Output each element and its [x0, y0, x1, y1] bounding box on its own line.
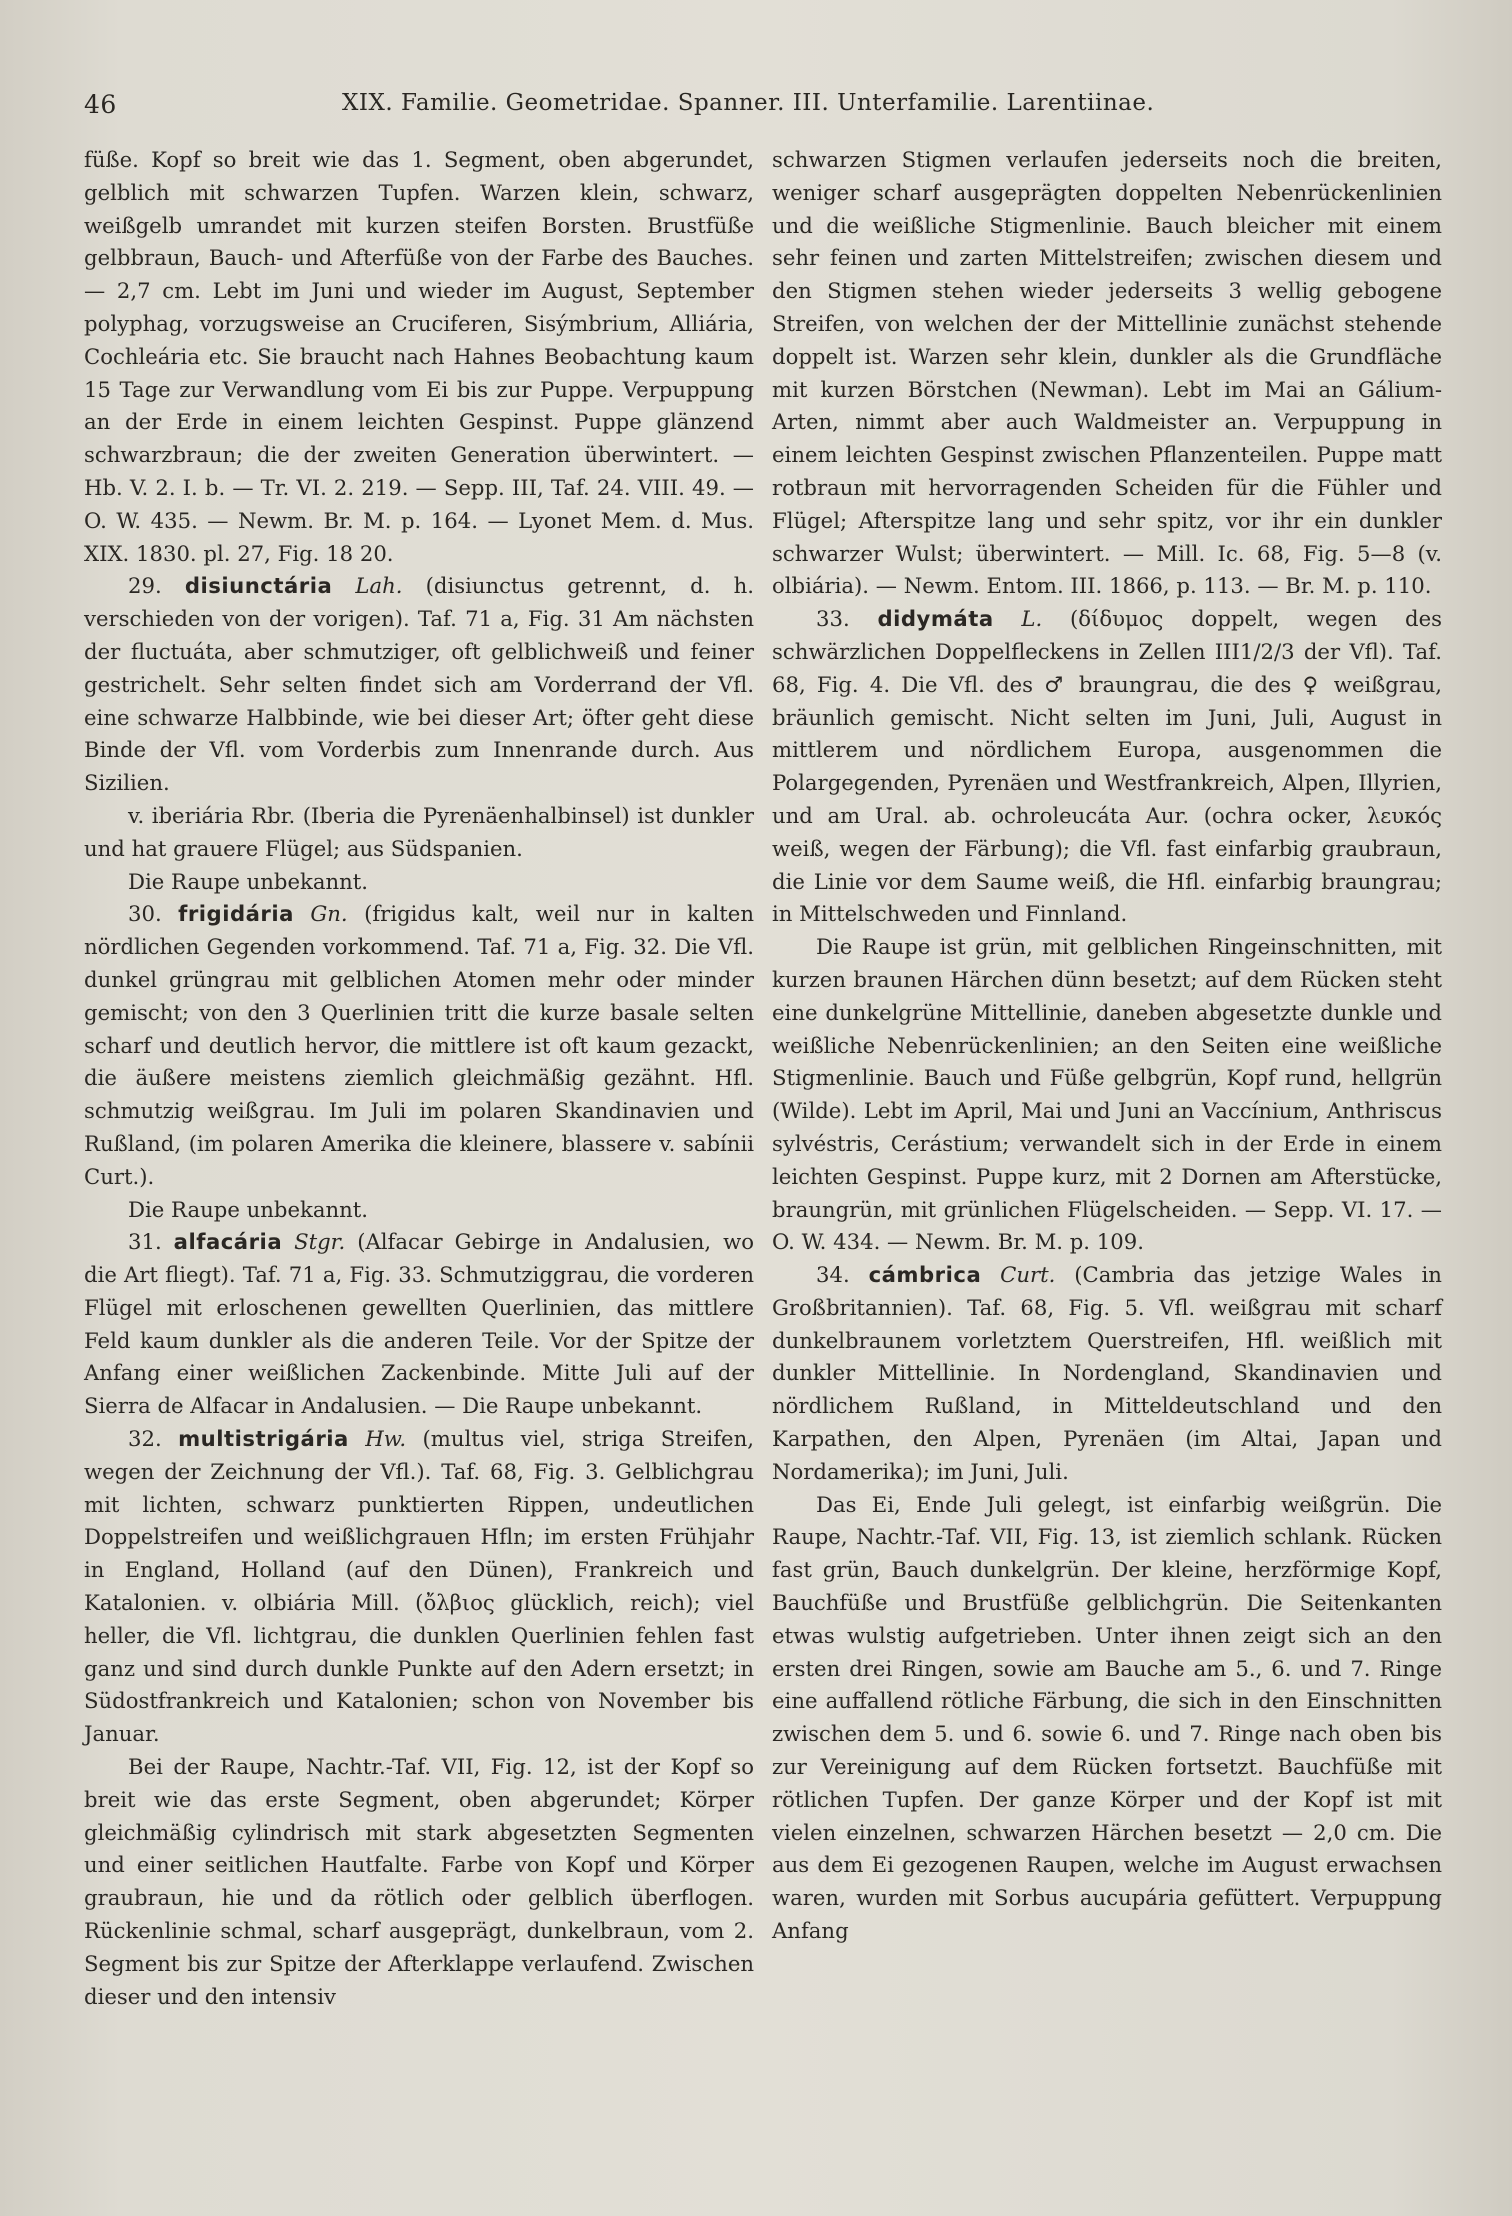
species-name: alfacária [173, 1229, 283, 1255]
species-entry-33 [772, 603, 1442, 931]
author-name: Curt. [1000, 1262, 1056, 1288]
author-name: L. [1021, 606, 1043, 632]
paragraph: Die Raupe unbekannt. [128, 1196, 368, 1222]
page-header [84, 84, 1184, 124]
species-name: didymáta [877, 606, 994, 632]
species-name: multistrigária [178, 1426, 349, 1452]
species-name: cámbrica [868, 1262, 982, 1288]
paragraph: Das Ei, Ende Juli gelegt, ist einfarbig weißgrün. Die Raupe, Nachtr.-Taf. VII, Fig. 13, ist ziemlich schlank. Rücken fast grün, Bauch dunkelgrün. Der kleine, herzförmige Kopf, Bauchfüße und Brustfüße gelblichgrün. Die Seitenkanten etwas wulstig aufgetrieben. Unter ihnen zeigt sich an den ersten drei Ringen, sowie am Bauche am 5., 6. und 7. Ringe eine auffallend rötliche Färbung, die sich in den Einschnitten zwischen dem 5. und 6. sowie 6. und 7. Ringe nach oben bis zur Vereinigung auf dem Rücken fortsetzt. Bauchfüße mit rötlichen Tupfen. Der ganze Körper und der Kopf ist mit vielen einzelnen, schwarzen Härchen besetzt — 2,0 cm. Die aus dem Ei gezogenen Raupen, welche im August erwachsen waren, wurden mit Sorbus aucupária gefüttert. Verpuppung Anfang [772, 1491, 1442, 1944]
paragraph: füße. Kopf so breit wie das 1. Segment, oben abgerundet, gelblich mit schwarzen Tupfen. Warzen klein, schwarz, weißgelb umrandet mit kurzen steifen Borsten. Brustfüße gelbbraun, Bauch- und Afterfüße von der Farbe des Bauches. — 2,7 cm. Lebt im Juni und wieder im August, September polyphag, vorzugsweise an Cruciferen, Sisýmbrium, Alliária, Cochleária etc. Sie braucht nach Hahnes Beobachtung kaum 15 Tage zur Verwandlung vom Ei bis zur Puppe. Verpuppung an der Erde in einem leichten Gespinst. Puppe glänzend schwarzbraun; die der zweiten Generation überwintert. — Hb. V. 2. I. b. — Tr. VI. 2. 219. — Sepp. III, Taf. 24. VIII. 49. — O. W. 435. — Newm. Br. M. p. 164. — Lyonet Mem. d. Mus. XIX. 1830. pl. 27, Fig. 18 20. [84, 147, 754, 566]
entry-number: 30. [128, 901, 162, 927]
entry-text: (frigidus kalt, weil nur in kalten nördlichen Gegenden vorkommend. Taf. 71 a, Fig. 32. Die Vfl. dunkel grüngrau mit gelblichen Atomen mehr oder minder gemischt; von den 3 Querlinien tritt die kurze basale selten scharf und deutlich hervor, die mittlere ist oft kaum gezackt, die äußere meistens ziemlich gleichmäßig gezähnt. Hfl. schmutzig weißgrau. Im Juli im polaren Skandinavien und Rußland, (im polaren Amerika die kleinere, blassere v. sabínii Curt.). [84, 901, 754, 1189]
running-title: XIX. Familie. Geometridae. Spanner. III. Unterfamilie. Larentiinae. [342, 90, 1155, 116]
entry-number: 29. [128, 573, 162, 599]
entry-number: 32. [128, 1426, 162, 1452]
right-column [772, 144, 1442, 1948]
entry-text: (multus viel, striga Streifen, wegen der Zeichnung der Vfl.). Taf. 68, Fig. 3. Gelblichgrau mit lichten, schwarz punktierten Rippen, undeutlichen Doppelstreifen und weißlichgrauen Hfln; im ersten Frühjahr in England, Holland (auf den Dünen), Frankreich und Katalonien. v. olbiária Mill. (ὄλβιος glücklich, reich); viel heller, die Vfl. lichtgrau, die dunklen Querlinien fehlen fast ganz und sind durch dunkle Punkte auf den Adern ersetzt; in Südostfrankreich und Katalonien; schon von November bis Januar. [84, 1426, 754, 1747]
entry-number: 31. [128, 1229, 162, 1255]
species-entry-32 [84, 1423, 754, 1751]
paragraph: schwarzen Stigmen verlaufen jederseits noch die breiten, weniger scharf ausgeprägten doppelten Nebenrückenlinien und die weißliche Stigmenlinie. Bauch bleicher mit einem sehr feinen und zarten Mittelstreifen; zwischen diesem und den Stigmen stehen wieder jederseits 3 wellig gebogene Streifen, von welchen der der Mittellinie zunächst stehende doppelt ist. Warzen sehr klein, dunkler als die Grundfläche mit kurzen Börstchen (Newman). Lebt im Mai an Gálium-Arten, nimmt aber auch Waldmeister an. Verpuppung in einem leichten Gespinst zwischen Pflanzenteilen. Puppe matt rotbraun mit hervorragenden Scheiden für die Fühler und Flügel; Afterspitze lang und sehr spitz, vor ihr ein dunkler schwarzer Wulst; überwintert. — Mill. Ic. 68, Fig. 5—8 (v. olbiária). — Newm. Entom. III. 1866, p. 113. — Br. M. p. 110. [772, 147, 1442, 599]
species-entry-30 [84, 898, 754, 1193]
entry-number: 34. [816, 1262, 850, 1288]
entry-number: 33. [816, 606, 850, 632]
entry-text: (Alfacar Gebirge in Andalusien, wo die Art fliegt). Taf. 71 a, Fig. 33. Schmutziggrau, die vorderen Flügel mit erloschenen gewellten Querlinien, das mittlere Feld kaum dunkler als die anderen Teile. Vor der Spitze der Anfang einer weißlichen Zackenbinde. Mitte Juli auf der Sierra de Alfacar in Andalusien. — Die Raupe unbekannt. [84, 1229, 754, 1419]
species-entry-34 [772, 1259, 1442, 1489]
page-number: 46 [84, 90, 117, 119]
paragraph: v. iberiária Rbr. (Iberia die Pyrenäenhalbinsel) ist dunkler und hat grauere Flügel; aus Südspanien. [84, 802, 754, 861]
author-name: Stgr. [294, 1229, 346, 1255]
species-name: disiunctária [184, 573, 333, 599]
paragraph: Die Raupe ist grün, mit gelblichen Ringeinschnitten, mit kurzen braunen Härchen dünn besetzt; auf dem Rücken steht eine dunkelgrüne Mittellinie, daneben abgesetzte dunkle und weißliche Nebenrückenlinien; an den Seiten eine weißliche Stigmenlinie. Bauch und Füße gelbgrün, Kopf rund, hellgrün (Wilde). Lebt im April, Mai und Juni an Vaccínium, Anthriscus sylvéstris, Cerástium; verwandelt sich in der Erde in einem leichten Gespinst. Puppe kurz, mit 2 Dornen am Afterstücke, braungrün, mit grünlichen Flügelscheiden. — Sepp. VI. 17. — O. W. 434. — Newm. Br. M. p. 109. [772, 934, 1442, 1255]
entry-text: (disiunctus getrennt, d. h. verschieden von der vorigen). Taf. 71 a, Fig. 31 Am nächsten der fluctuáta, aber schmutziger, oft gelblichweiß und feiner gestrichelt. Sehr selten findet sich am Vorderrand der Vfl. eine schwarze Halbbinde, wie bei dieser Art; öfter geht diese Binde der Vfl. vom Vorderbis zum Innenrande durch. Aus Sizilien. [84, 573, 754, 796]
author-name: Hw. [365, 1426, 407, 1452]
author-name: Gn. [310, 901, 348, 927]
species-entry-29 [84, 570, 754, 800]
species-name: frigidária [178, 901, 294, 927]
entry-text: (Cambria das jetzige Wales in Großbritannien). Taf. 68, Fig. 5. Vfl. weißgrau mit scharf dunkelbraunem vorletztem Querstreifen, Hfl. weißlich mit dunkler Mittellinie. In Nordengland, Skandinavien und nördlichem Rußland, in Mitteldeutschland und den Karpathen, den Alpen, Pyrenäen (im Altai, Japan und Nordamerika); im Juni, Juli. [772, 1262, 1442, 1484]
species-entry-31 [84, 1226, 754, 1423]
left-column [84, 144, 754, 2013]
entry-text: (δίδυμος doppelt, wegen des schwärzlichen Doppelfleckens in Zellen III1/2/3 der Vfl). Taf. 68, Fig. 4. Die Vfl. des ♂ braungrau, die des ♀ weißgrau, bräunlich gemischt. Nicht selten im Juni, Juli, August in mittlerem und nördlichem Europa, ausgenommen die Polargegenden, Pyrenäen und Westfrankreich, Alpen, Illyrien, und am Ural. ab. ochroleucáta Aur. (ochra ocker, λευκός weiß, wegen der Färbung); die Vfl. fast einfarbig graubraun, die Linie vor dem Saume weiß, die Hfl. einfarbig braungrau; in Mittelschweden und Finnland. [772, 606, 1442, 927]
author-name: Lah. [355, 573, 403, 599]
paragraph: Die Raupe unbekannt. [128, 868, 368, 894]
paragraph: Bei der Raupe, Nachtr.-Taf. VII, Fig. 12, ist der Kopf so breit wie das erste Segment, oben abgerundet; Körper gleichmäßig cylindrisch mit stark abgesetzten Segmenten und einer seitlichen Hautfalte. Farbe von Kopf und Körper graubraun, hie und da rötlich oder gelblich überflogen. Rückenlinie schmal, scharf ausgeprägt, dunkelbraun, vom 2. Segment bis zur Spitze der Afterklappe verlaufend. Zwischen dieser und den intensiv [84, 1754, 754, 2009]
